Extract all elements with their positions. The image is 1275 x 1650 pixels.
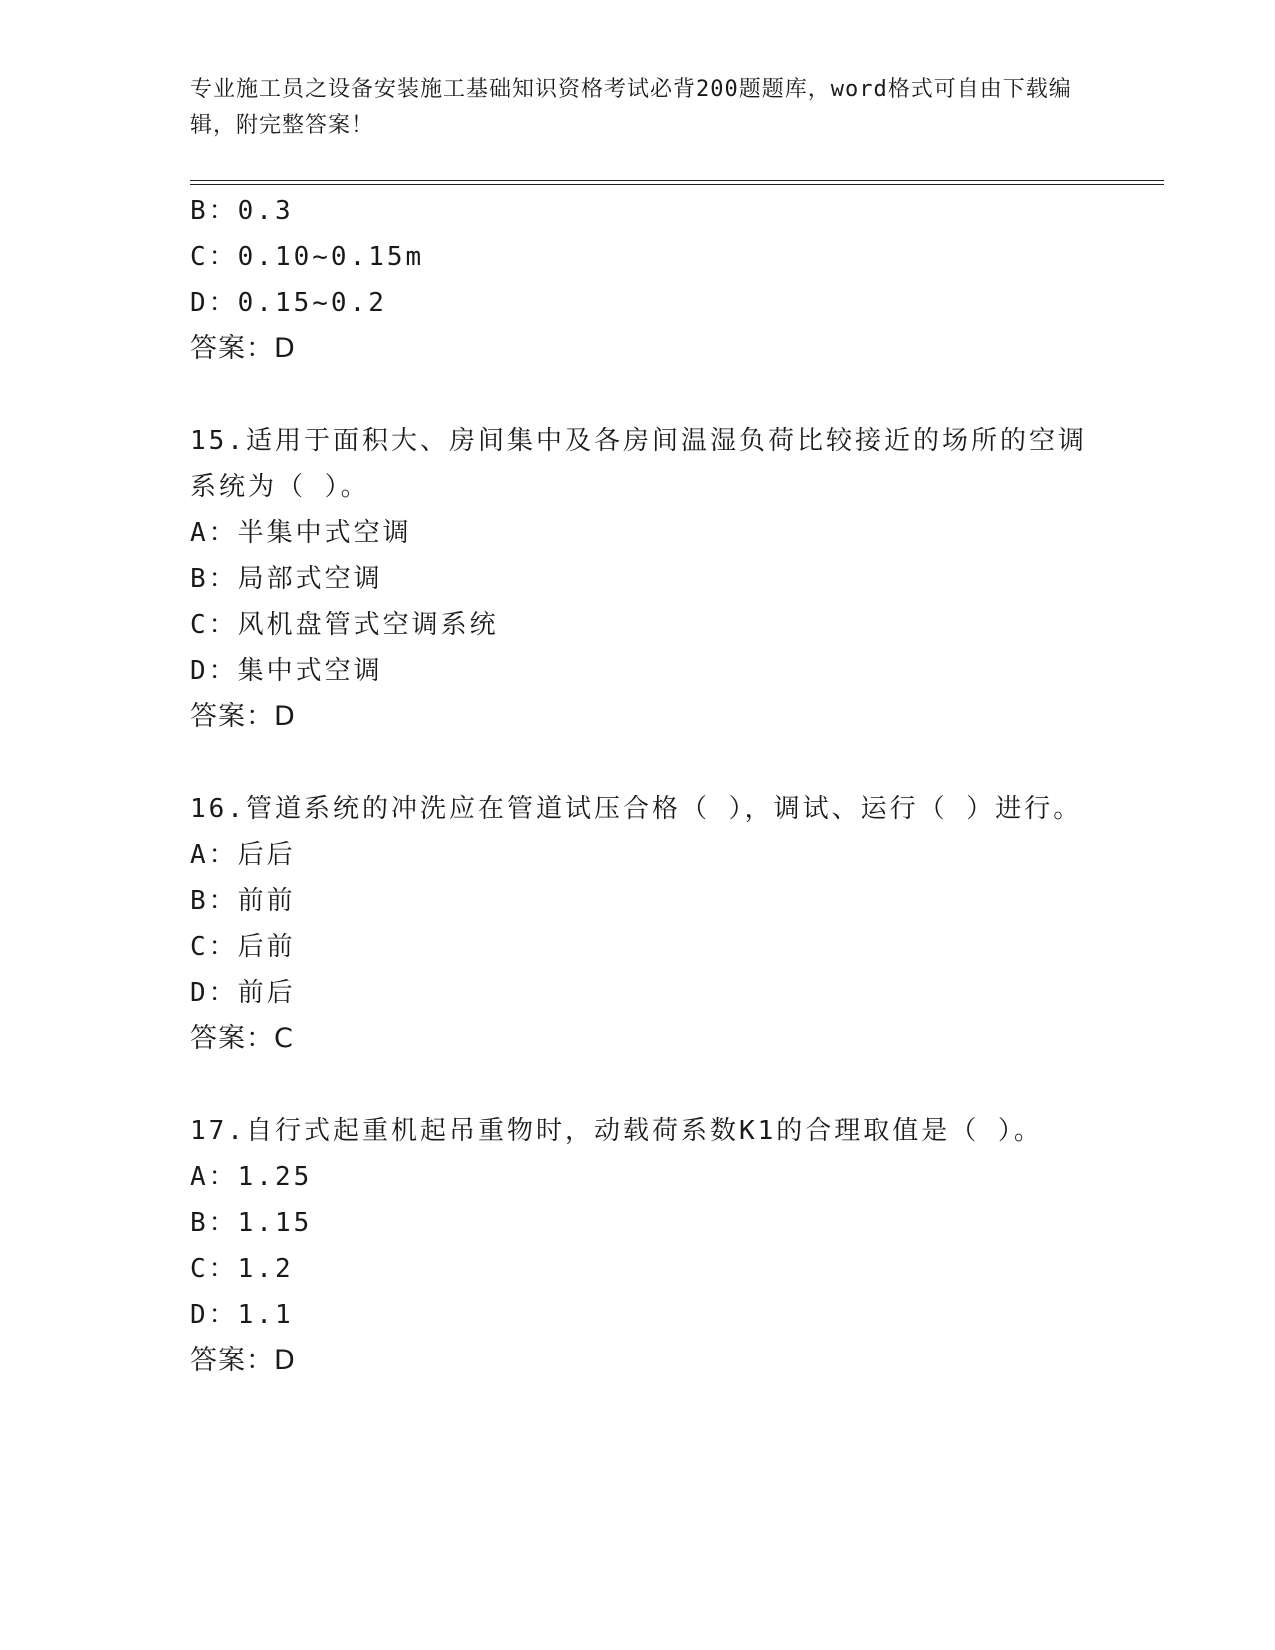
option-d: D：前后 [190, 978, 296, 1008]
question-number: 15. [190, 426, 246, 456]
question-stem [190, 786, 1090, 832]
answer-line: 答案：C [190, 1023, 294, 1054]
question-stem [190, 1108, 1090, 1154]
document-header-title: 专业施工员之设备安装施工基础知识资格考试必背200题题库，word格式可自由下载编辑，附完整答案！ [190, 77, 1072, 138]
question-15 [190, 418, 1150, 740]
option-c: C：后前 [190, 932, 296, 962]
question-text: 适用于面积大、房间集中及各房间温湿负荷比较接近的场所的空调系统为（ ）。 [190, 426, 1087, 502]
option-c: C：1.2 [190, 1254, 294, 1284]
question-number: 16. [190, 794, 246, 824]
question-stem [190, 418, 1090, 510]
question-text: 自行式起重机起吊重物时，动载荷系数K1的合理取值是（ ）。 [245, 1116, 1043, 1146]
answer-line: 答案：D [190, 333, 296, 364]
question-17 [190, 1108, 1150, 1384]
option-b: B：前前 [190, 886, 296, 916]
option-b: B：0.3 [190, 196, 294, 226]
option-d: D：集中式空调 [190, 656, 383, 686]
question-16 [190, 786, 1150, 1062]
option-b: B：局部式空调 [190, 564, 383, 594]
option-b: B：1.15 [190, 1208, 313, 1238]
option-d: D：0.15~0.2 [190, 288, 387, 318]
option-d: D：1.1 [190, 1300, 294, 1330]
question-list [190, 188, 1150, 1384]
option-a: A：后后 [190, 840, 296, 870]
previous-question-tail [190, 188, 1150, 372]
option-c: C：0.10~0.15m [190, 242, 425, 272]
answer-line: 答案：D [190, 1345, 296, 1376]
option-a: A：1.25 [190, 1162, 313, 1192]
option-c: C：风机盘管式空调系统 [190, 610, 499, 640]
header-double-rule [190, 180, 1164, 185]
answer-line: 答案：D [190, 701, 296, 732]
question-text: 管道系统的冲洗应在管道试压合格（ ），调试、运行（ ）进行。 [245, 794, 1083, 824]
option-a: A：半集中式空调 [190, 518, 412, 548]
question-number: 17. [190, 1116, 246, 1146]
